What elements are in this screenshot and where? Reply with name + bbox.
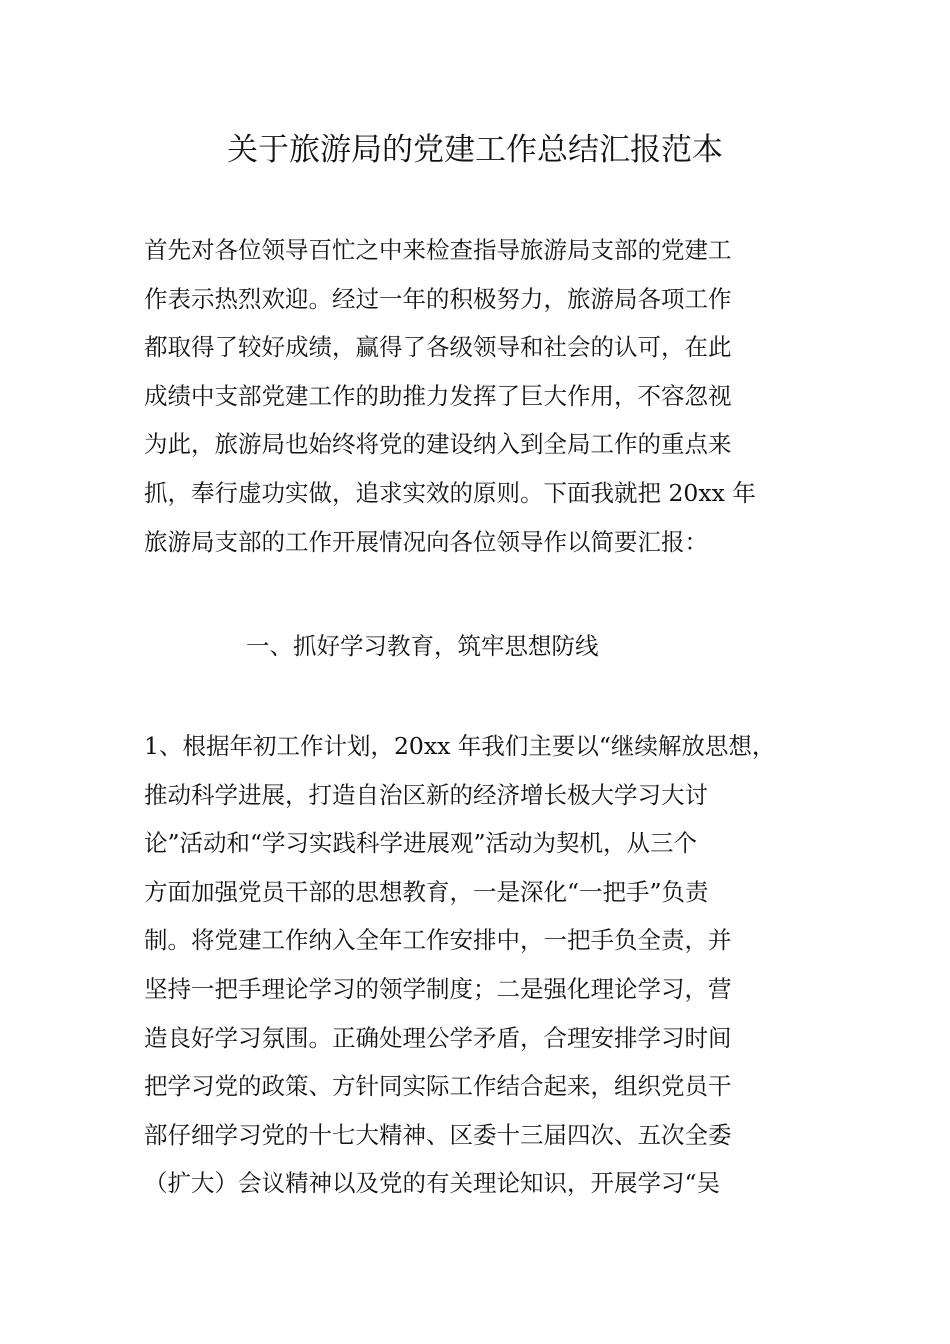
text-line: （扩大）会议精神以及党的有关理论知识，开展学习“吴 [144, 1169, 721, 1198]
text-line: 造良好学习氛围。正确处理公学矛盾，合理安排学习时间 [144, 1023, 732, 1052]
section-paragraph [144, 722, 814, 1208]
section-heading: 一、抓好学习教育，筑牢思想防线 [246, 632, 599, 660]
text-line: 抓，奉行虚功实做，追求实效的原则。下面我就把 20xx 年 [144, 478, 756, 507]
text-line: 旅游局支部的工作开展情况向各位领导作以简要汇报： [144, 527, 708, 556]
text-line: 作表示热烈欢迎。经过一年的积极努力，旅游局各项工作 [144, 284, 732, 313]
text-line: 方面加强党员干部的思想教育，一是深化“一把手”负责 [144, 877, 709, 906]
text-line: 把学习党的政策、方针同实际工作结合起来，组织党员干 [144, 1072, 732, 1101]
text-line: 成绩中支部党建工作的助推力发挥了巨大作用，不容忽视 [144, 381, 732, 410]
text-line: 制。将党建工作纳入全年工作安排中，一把手负全责，并 [144, 926, 732, 955]
document-title: 关于旅游局的党建工作总结汇报范本 [227, 132, 723, 168]
text-line: 部仔细学习党的十七大精神、区委十三届四次、五次全委 [144, 1120, 732, 1149]
text-line: 坚持一把手理论学习的领学制度；二是强化理论学习，营 [144, 974, 732, 1003]
text-line: 首先对各位领导百忙之中来检查指导旅游局支部的党建工 [144, 236, 732, 264]
text-line: 1、根据年初工作计划，20xx 年我们主要以“继续解放思想， [144, 732, 776, 760]
intro-paragraph [144, 226, 814, 566]
text-line: 推动科学进展，打造自治区新的经济增长极大学习大讨 [144, 780, 708, 809]
text-line: 为此，旅游局也始终将党的建设纳入到全局工作的重点来 [144, 430, 732, 459]
text-line: 论”活动和“学习实践科学进展观”活动为契机，从三个 [144, 829, 698, 858]
text-line: 都取得了较好成绩，赢得了各级领导和社会的认可，在此 [144, 333, 732, 362]
